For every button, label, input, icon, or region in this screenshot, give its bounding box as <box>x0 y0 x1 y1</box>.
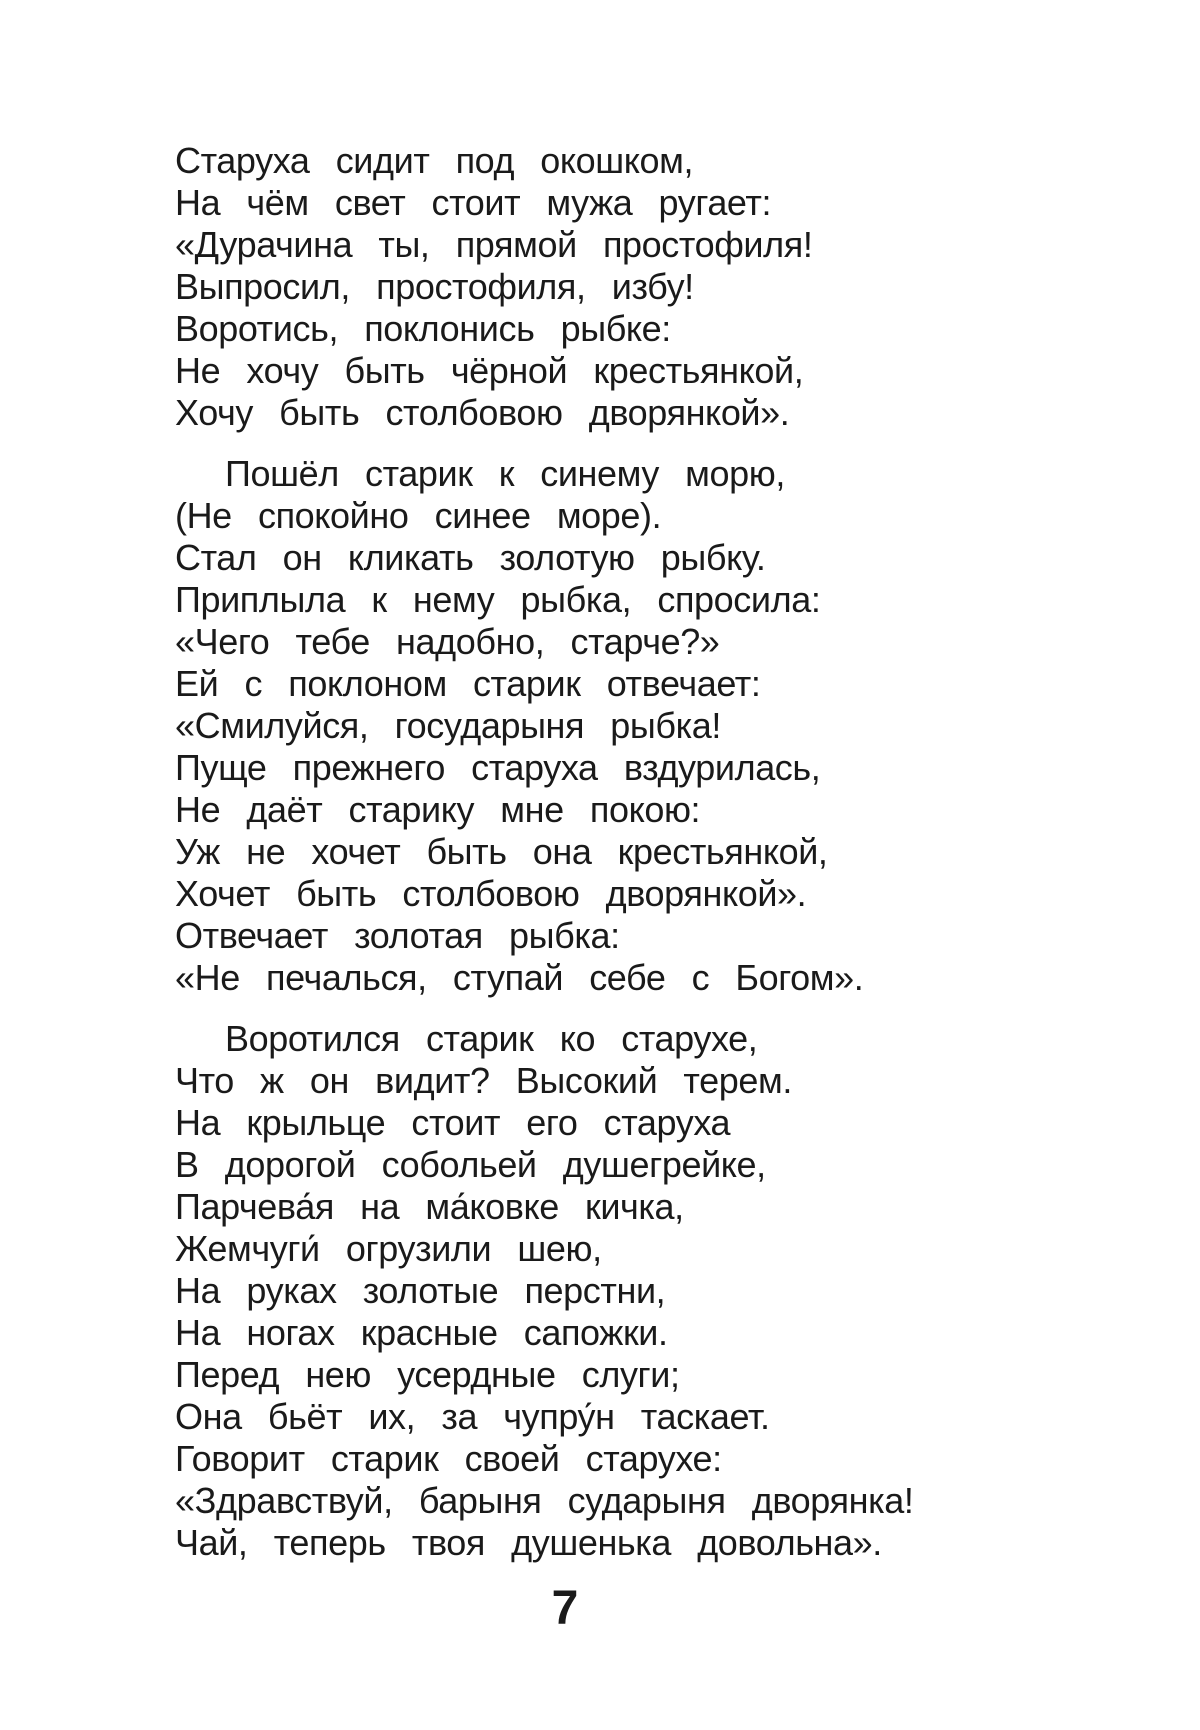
poem-line: «Не печалься, ступай себе с Богом». <box>175 957 864 998</box>
page-number: 7 <box>551 1582 579 1635</box>
poem-line: На ногах красные сапожки. <box>175 1312 668 1353</box>
poem-line: На чём свет стоит мужа ругает: <box>175 182 772 223</box>
poem-line: На руках золотые перстни, <box>175 1270 666 1311</box>
stanza <box>175 453 995 999</box>
poem-line: Парчева́я на ма́ковке кичка, <box>175 1186 684 1227</box>
poem-line: Не даёт старику мне покою: <box>175 789 701 830</box>
poem-line: Пуще прежнего старуха вздурилась, <box>175 747 821 788</box>
poem-line: Жемчуги́ огрузили шею, <box>175 1228 602 1269</box>
poem-line: Отвечает золотая рыбка: <box>175 915 620 956</box>
poem-line: Хочу быть столбовою дворянкой». <box>175 392 790 433</box>
poem-line: Перед нею усердные слуги; <box>175 1354 680 1395</box>
poem-line: Что ж он видит? Высокий терем. <box>175 1060 792 1101</box>
poem-text <box>175 140 995 1564</box>
poem-line: В дорогой собольей душегрейке, <box>175 1144 766 1185</box>
stanza <box>175 1018 995 1564</box>
stanza <box>175 140 995 434</box>
poem-line: «Здравствуй, барыня сударыня дворянка! <box>175 1480 914 1521</box>
poem-line: Воротись, поклонись рыбке: <box>175 308 671 349</box>
poem-line: Воротился старик ко старухе, <box>225 1018 758 1059</box>
poem-line: Пошёл старик к синему морю, <box>225 453 785 494</box>
poem-line: Старуха сидит под окошком, <box>175 140 694 181</box>
poem-line: «Чего тебе надобно, старче?» <box>175 621 720 662</box>
poem-line: «Смилуйся, государыня рыбка! <box>175 705 721 746</box>
poem-line: «Дурачина ты, прямой простофиля! <box>175 224 813 265</box>
poem-line: Не хочу быть чёрной крестьянкой, <box>175 350 804 391</box>
poem-line: Приплыла к нему рыбка, спросила: <box>175 579 821 620</box>
poem-line: На крыльце стоит его старуха <box>175 1102 731 1143</box>
poem-line: (Не спокойно синее море). <box>175 495 662 536</box>
poem-line: Говорит старик своей старухе: <box>175 1438 722 1479</box>
poem-line: Выпросил, простофиля, избу! <box>175 266 694 307</box>
poem-line: Чай, теперь твоя душенька довольна». <box>175 1522 882 1563</box>
poem-line: Ей с поклоном старик отвечает: <box>175 663 761 704</box>
poem-line: Стал он кликать золотую рыбку. <box>175 537 766 578</box>
poem-line: Уж не хочет быть она крестьянкой, <box>175 831 828 872</box>
poem-line: Она бьёт их, за чупру́н таскает. <box>175 1396 770 1437</box>
poem-line: Хочет быть столбовою дворянкой». <box>175 873 807 914</box>
